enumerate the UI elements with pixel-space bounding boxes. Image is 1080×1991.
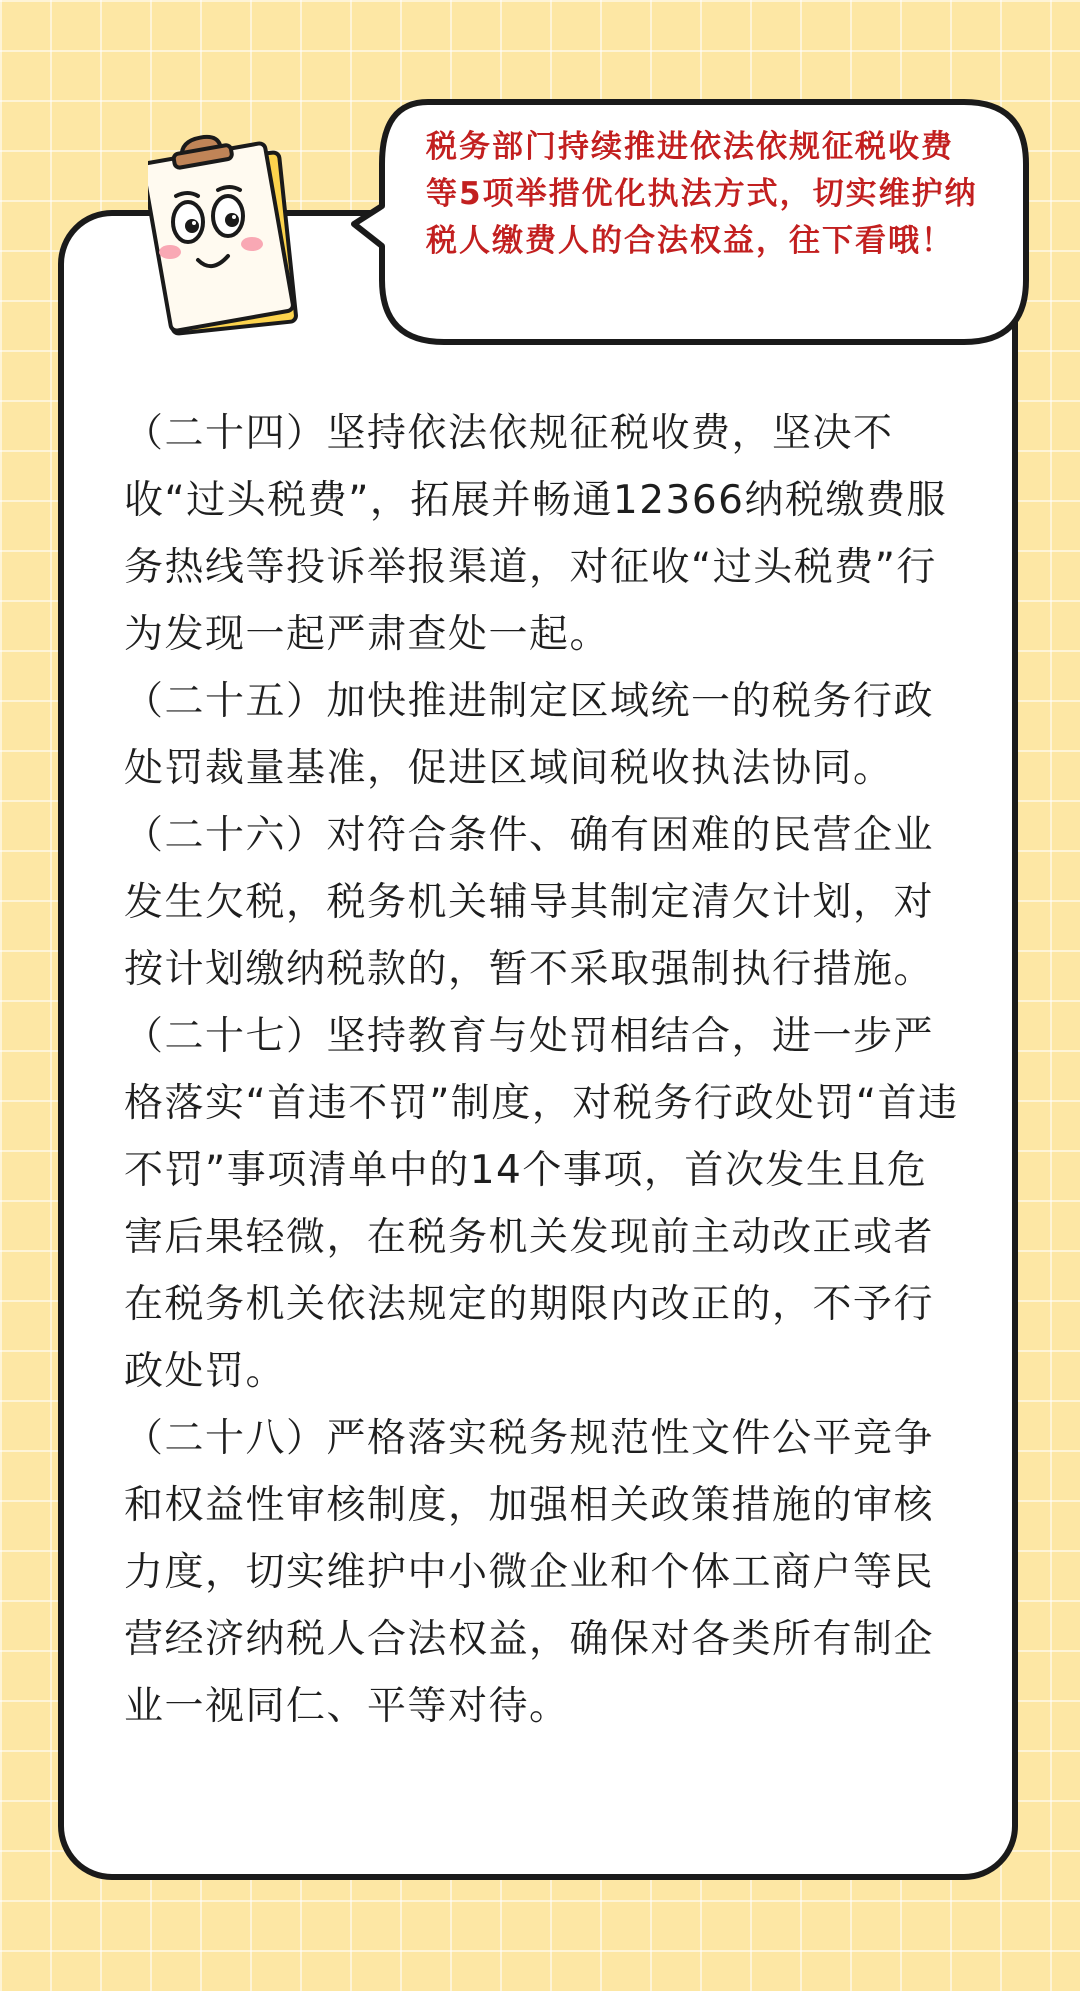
paragraph-25: （二十五）加快推进制定区域统一的税务行政处罚裁量基准，促进区域间税收执法协同。 [124,679,935,791]
clipboard-mascot-icon [148,130,318,350]
article-body [124,400,960,1740]
paragraph-28: （二十八）严格落实税务规范性文件公平竞争和权益性审核制度，加强相关政策措施的审核力度，切实维护中小微企业和个体工商户等民营经济纳税人合法权益，确保对各类所有制企业一视同仁、平等对待。 [124,1416,935,1729]
paragraph-27: （二十七）坚持教育与处罚相结合，进一步严格落实“首违不罚”制度，对税务行政处罚“首违不罚”事项清单中的14个事项，首次发生且危害后果轻微，在税务机关发现前主动改正或者在税务机关依法规定的期限内改正的，不予行政处罚。 [124,1014,959,1394]
speech-bubble [350,96,1034,348]
bubble-message: 税务部门持续推进依法依规征税收费等5项举措优化执法方式，切实维护纳税人缴费人的合法权益，往下看哦！ [426,129,978,259]
paragraph-24: （二十四）坚持依法依规征税收费，坚决不收“过头税费”，拓展并畅通12366纳税缴费服务热线等投诉举报渠道，对征收“过头税费”行为发现一起严肃查处一起。 [124,411,947,657]
paragraph-26: （二十六）对符合条件、确有困难的民营企业发生欠税，税务机关辅导其制定清欠计划，对按计划缴纳税款的，暂不采取强制执行措施。 [124,813,935,992]
